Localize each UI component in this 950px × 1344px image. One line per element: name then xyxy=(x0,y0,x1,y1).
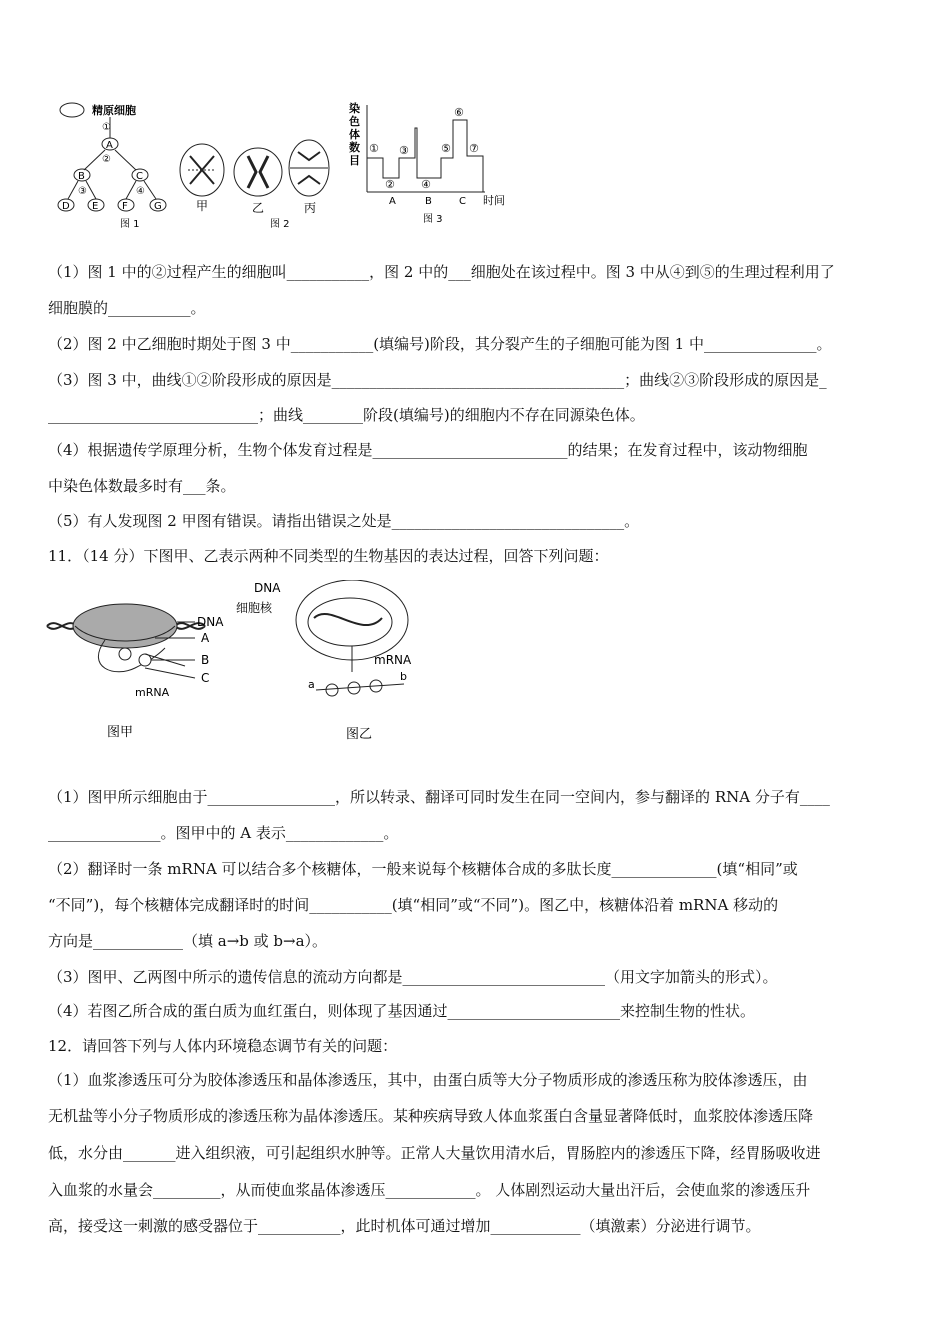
q10-1-line-1: （1）图 1 中的②过程产生的细胞叫___________，图 2 中的___细胞处在该过程中。图 3 中从④到⑤的生理过程利用了 xyxy=(48,263,835,281)
fig1-step-1: ① xyxy=(102,122,111,133)
fig3-caption: 图 3 xyxy=(423,214,443,225)
figure-jia xyxy=(45,598,245,748)
yi-label-nucleus: 细胞核 xyxy=(236,601,273,615)
figure-3 xyxy=(345,100,520,230)
q11-1-line-2: _______________。图甲中的 A 表示_____________。 xyxy=(48,824,399,842)
fig1-node-f: F xyxy=(122,201,128,212)
q11-4-line: （4）若图乙所合成的蛋白质为血红蛋白，则体现了基因通过_______________________来控制生物的性状。 xyxy=(48,1002,756,1020)
jia-label-dna: DNA xyxy=(197,615,224,629)
q12-1-line-2: 无机盐等小分子物质形成的渗透压称为晶体渗透压。某种疾病导致人体血浆蛋白含量显著降低时，血浆胶体渗透压降 xyxy=(48,1107,814,1125)
q12-1-line-3: 低，水分由_______进入组织液，可引起组织水肿等。正常人大量饮用清水后，胃肠腔内的渗透压下降，经胃肠吸收进 xyxy=(48,1144,821,1162)
fig1-node-b: B xyxy=(78,171,85,182)
q10-1-line-2: 细胞膜的___________。 xyxy=(48,299,206,317)
fig2-caption: 图 2 xyxy=(270,219,290,230)
fig3-ylabel: 染色体数目 xyxy=(349,102,360,167)
q12-1-line-5: 高，接受这一刺激的感受器位于___________，此时机体可通过增加____________（填激素）分泌进行调节。 xyxy=(48,1217,761,1235)
q11-2-line-1: （2）翻译时一条 mRNA 可以结合多个核糖体，一般来说每个核糖体合成的多肽长度______________(填“相同”或 xyxy=(48,860,798,878)
fig1-node-d: D xyxy=(62,201,70,212)
yi-label-a: a xyxy=(308,678,315,691)
fig3-stage-2: ② xyxy=(385,178,395,191)
fig1-node-c: C xyxy=(136,171,143,182)
jia-label-b: B xyxy=(201,653,210,667)
yi-label-dna: DNA xyxy=(254,581,281,595)
fig3-stage-7: ⑦ xyxy=(469,142,479,155)
fig2-label-bing: 丙 xyxy=(304,201,317,215)
fig3-point-c: C xyxy=(459,196,466,207)
fig1-caption: 图 1 xyxy=(120,219,140,230)
fig1-step-3: ③ xyxy=(78,186,87,197)
fig2-label-jia: 甲 xyxy=(196,199,209,213)
fig3-stage-6: ⑥ xyxy=(454,106,464,119)
yi-label-mrna: mRNA xyxy=(374,653,412,667)
yi-caption: 图乙 xyxy=(346,727,373,742)
fig3-stage-1: ① xyxy=(369,142,379,155)
q10-3-line-1: （3）图 3 中，曲线①②阶段形成的原因是_______________________________________；曲线②③阶段形成的原因是_ xyxy=(48,371,827,389)
q12-1-line-4: 入血浆的水量会_________，从而使血浆晶体渗透压____________。 人体剧烈运动大量出汗后，会使血浆的渗透压升 xyxy=(48,1181,811,1199)
fig3-stage-5: ⑤ xyxy=(441,142,451,155)
figure-2 xyxy=(178,132,333,232)
fig1-top-label: 精原细胞 xyxy=(92,104,136,117)
figure-yi xyxy=(232,580,432,748)
q11-2-line-3: 方向是____________（填 a→b 或 b→a）。 xyxy=(48,932,328,950)
q10-5-line: （5）有人发现图 2 甲图有错误。请指出错误之处是_______________________________。 xyxy=(48,512,640,530)
fig2-label-yi: 乙 xyxy=(252,201,265,215)
fig3-point-b: B xyxy=(425,196,432,207)
q10-4-line-2: 中染色体数最多时有___条。 xyxy=(48,477,236,495)
q11-title: 11．（14 分）下图甲、乙表示两种不同类型的生物基因的表达过程，回答下列问题： xyxy=(48,547,609,565)
q11-1-line-1: （1）图甲所示细胞由于_________________，所以转录、翻译可同时发生在同一空间内，参与翻译的 RNA 分子有____ xyxy=(48,788,830,806)
q11-3-line: （3）图甲、乙两图中所示的遗传信息的流动方向都是___________________________（用文字加箭头的形式）。 xyxy=(48,968,778,986)
q10-2-line: （2）图 2 中乙细胞时期处于图 3 中___________(填编号)阶段，其分裂产生的子细胞可能为图 1 中_______________。 xyxy=(48,335,832,353)
jia-label-c: C xyxy=(201,671,210,685)
fig1-node-a: A xyxy=(106,140,113,151)
jia-label-a: A xyxy=(201,631,210,645)
q12-title: 12．请回答下列与人体内环境稳态调节有关的问题： xyxy=(48,1037,398,1055)
jia-label-mrna: mRNA xyxy=(135,686,170,699)
fig3-xlabel: 时间 xyxy=(483,194,505,207)
figure-1 xyxy=(50,96,190,231)
fig1-node-e: E xyxy=(92,201,99,212)
q11-2-line-2: “不同”)，每个核糖体完成翻译时的时间___________(填“相同”或“不同”)。图乙中，核糖体沿着 mRNA 移动的 xyxy=(48,896,779,914)
fig1-step-4: ④ xyxy=(136,186,145,197)
fig3-point-a: A xyxy=(389,196,396,207)
q12-1-line-1: （1）血浆渗透压可分为胶体渗透压和晶体渗透压，其中，由蛋白质等大分子物质形成的渗透压称为胶体渗透压，由 xyxy=(48,1071,808,1089)
fig1-step-2: ② xyxy=(102,154,111,165)
fig3-stage-4: ④ xyxy=(421,178,431,191)
jia-caption: 图甲 xyxy=(107,725,134,740)
fig1-node-g: G xyxy=(154,201,162,212)
q10-4-line-1: （4）根据遗传学原理分析，生物个体发育过程是__________________________的结果；在发育过程中，该动物细胞 xyxy=(48,441,808,459)
fig3-stage-3: ③ xyxy=(399,144,409,157)
q10-3-line-2: ____________________________；曲线________阶段(填编号)的细胞内不存在同源染色体。 xyxy=(48,406,645,424)
yi-label-b: b xyxy=(400,670,407,683)
